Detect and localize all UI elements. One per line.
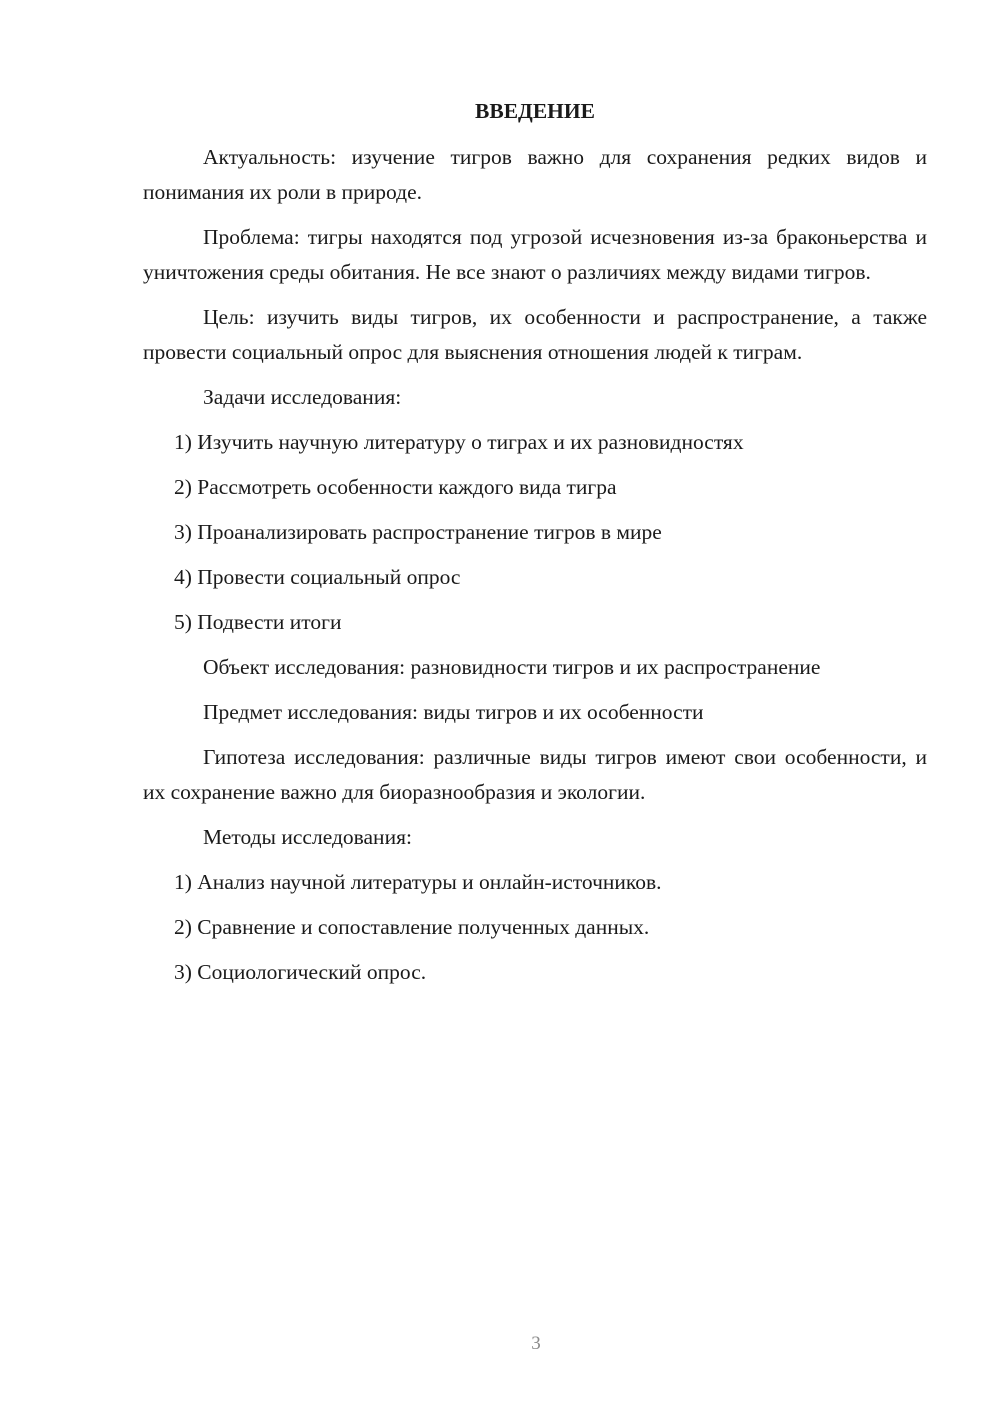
page-content <box>143 94 927 1000</box>
subject-paragraph: Предмет исследования: виды тигров и их особенности <box>203 700 704 724</box>
list-item: 1) Изучить научную литературу о тиграх и их разновидностях <box>174 430 744 454</box>
hypothesis-paragraph: Гипотеза исследования: различные виды тигров имеют свои особенности, и их сохранение важно для биоразнообразия и экологии. <box>143 745 927 804</box>
tasks-list <box>143 425 927 640</box>
list-item: 3) Проанализировать распространение тигров в мире <box>174 520 662 544</box>
section-title: ВВЕДЕНИЕ <box>475 99 595 123</box>
list-item: 3) Социологический опрос. <box>174 960 427 984</box>
page-number: 3 <box>531 1333 541 1354</box>
methods-list <box>143 865 927 990</box>
list-item: 2) Рассмотреть особенности каждого вида тигра <box>174 475 617 499</box>
list-item: 4) Провести социальный опрос <box>174 565 461 589</box>
list-item: 1) Анализ научной литературы и онлайн-источников. <box>174 870 662 894</box>
goal-paragraph: Цель: изучить виды тигров, их особенности и распространение, а также провести социальный опрос для выяснения отношения людей к тиграм. <box>143 305 927 364</box>
methods-heading: Методы исследования: <box>203 825 412 849</box>
object-paragraph: Объект исследования: разновидности тигров и их распространение <box>203 655 821 679</box>
relevance-paragraph: Актуальность: изучение тигров важно для сохранения редких видов и понимания их роли в природе. <box>143 145 927 204</box>
problem-paragraph: Проблема: тигры находятся под угрозой исчезновения из-за браконьерства и уничтожения среды обитания. Не все знают о различиях между видами тигров. <box>143 225 927 284</box>
list-item: 5) Подвести итоги <box>174 610 342 634</box>
list-item: 2) Сравнение и сопоставление полученных данных. <box>174 915 650 939</box>
tasks-heading: Задачи исследования: <box>203 385 402 409</box>
